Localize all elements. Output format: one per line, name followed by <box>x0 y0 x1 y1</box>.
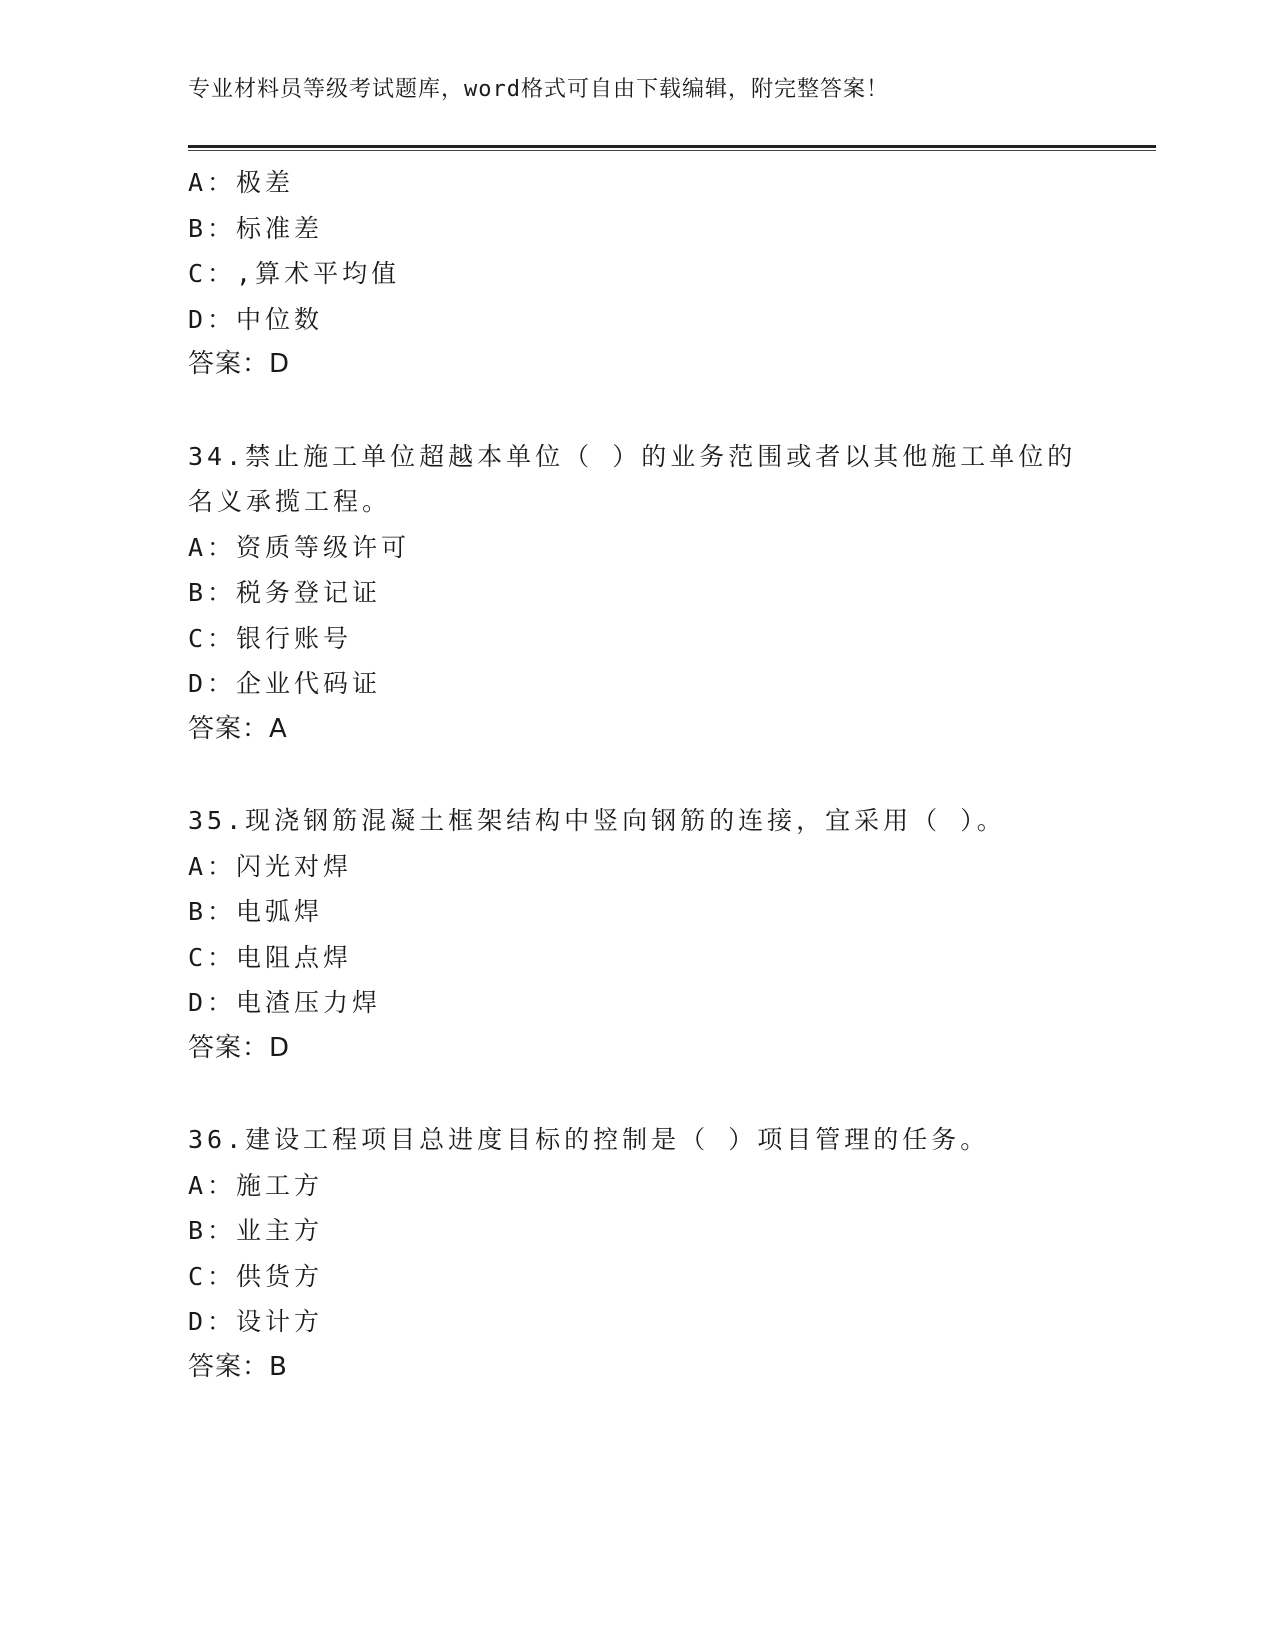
option-d: D：中位数 <box>188 304 324 334</box>
option-c: C：电阻点焊 <box>188 942 353 972</box>
option-b: B：税务登记证 <box>188 578 382 607</box>
option-d: D：电渣压力焊 <box>188 988 382 1017</box>
question-text: 35.现浇钢筋混凝土框架结构中竖向钢筋的连接，宜采用（ ）。 <box>188 806 1006 835</box>
option-a: A：闪光对焊 <box>188 851 353 881</box>
question-33 <box>188 160 1088 388</box>
page-header: 专业材料员等级考试题库，word格式可自由下载编辑，附完整答案！ <box>188 77 889 102</box>
header-rule-thin <box>188 150 1156 151</box>
answer: 答案：D <box>188 1032 291 1063</box>
answer: 答案：B <box>188 1351 288 1382</box>
answer: 答案：A <box>188 713 288 744</box>
option-c: C：银行账号 <box>188 623 353 653</box>
option-d: D：设计方 <box>188 1307 324 1336</box>
option-d: D：企业代码证 <box>188 669 382 698</box>
spacer <box>188 1071 1088 1117</box>
option-b: B：电弧焊 <box>188 897 324 926</box>
spacer <box>188 388 1088 434</box>
question-34 <box>188 434 1088 753</box>
question-36 <box>188 1117 1088 1390</box>
option-c: C：供货方 <box>188 1261 324 1291</box>
option-c: C：,算术平均值 <box>188 259 401 288</box>
option-a: A：资质等级许可 <box>188 532 411 562</box>
option-b: B：标准差 <box>188 213 324 243</box>
option-a: A：极差 <box>188 168 295 197</box>
option-b: B：业主方 <box>188 1216 324 1245</box>
answer: 答案：D <box>188 349 291 379</box>
question-text-line-2: 名义承揽工程。 <box>188 487 392 516</box>
option-a: A：施工方 <box>188 1170 324 1200</box>
spacer <box>188 752 1088 798</box>
question-text-line-1: 34.禁止施工单位超越本单位（ ）的业务范围或者以其他施工单位的 <box>188 441 1077 471</box>
question-text: 36.建设工程项目总进度目标的控制是（ ）项目管理的任务。 <box>188 1125 990 1154</box>
question-list <box>188 160 1088 1390</box>
header-rule-thick <box>188 145 1156 148</box>
question-35 <box>188 798 1088 1071</box>
